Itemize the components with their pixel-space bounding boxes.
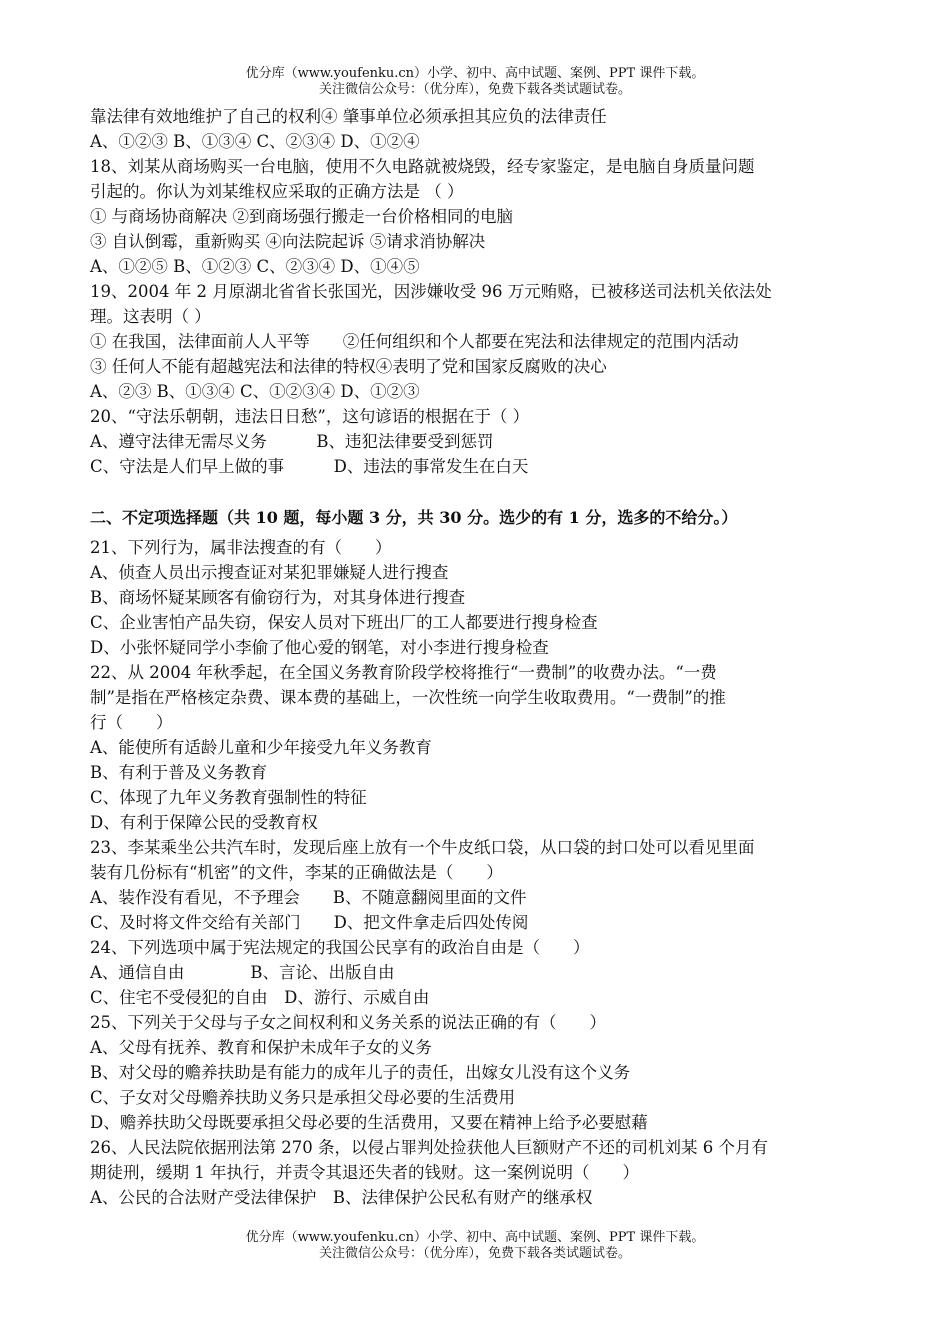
- text-line: 22、从 2004 年秋季起，在全国义务教育阶段学校将推行“一费制”的收费办法。“一费: [90, 663, 717, 682]
- text-line: A、①②③ B、①③④ C、②③④ D、①②④: [90, 132, 420, 151]
- footer-line-1: 优分库（www.youfenku.cn）小学、初中、高中试题、案例、PPT 课件下载。: [245, 1230, 705, 1245]
- text-line: B、有利于普及义务教育: [90, 763, 268, 782]
- text-line: A、父母有抚养、教育和保护未成年子女的义务: [90, 1038, 432, 1057]
- text-line: 期徒刑，缓期 1 年执行，并责令其退还失者的钱财。这一案例说明（ ）: [90, 1163, 639, 1182]
- text-line: D、小张怀疑同学小李偷了他心爱的钢笔，对小李进行搜身检查: [90, 638, 549, 657]
- text-line: 20、“守法乐朝朝，违法日日愁”，这句谚语的根据在于（ ）: [90, 407, 530, 426]
- header-line-2: 关注微信公众号：（优分库），免费下载各类试题试卷。: [318, 82, 631, 97]
- text-line: 23、李某乘坐公共汽车时，发现后座上放有一个牛皮纸口袋，从口袋的封口处可以看见里面: [90, 838, 755, 857]
- spacer: [90, 479, 870, 499]
- text-line: C、住宅不受侵犯的自由 D、游行、示威自由: [90, 988, 430, 1007]
- text-line: 理。这表明（ ）: [90, 307, 211, 326]
- text-line: A、②③ B、①③④ C、①②③④ D、①②③: [90, 382, 420, 401]
- text-line: 18、刘某从商场购买一台电脑，使用不久电路就被烧毁，经专家鉴定，是电脑自身质量问题: [90, 157, 755, 176]
- questions-part-2: [90, 535, 870, 1210]
- text-line: C、守法是人们早上做的事 D、违法的事常发生在白天: [90, 457, 529, 476]
- document-body: [90, 104, 870, 1210]
- section-title: 二、不定项选择题（共 10 题，每小题 3 分，共 30 分。选少的有 1 分，选多的不给分。）: [90, 508, 738, 527]
- text-line: 26、人民法院依据刑法第 270 条，以侵占罪判处捡获他人巨额财产不还的司机刘某 6 个月有: [90, 1138, 768, 1157]
- text-line: 引起的。你认为刘某维权应采取的正确方法是 （ ）: [90, 182, 464, 201]
- text-line: C、子女对父母赡养扶助义务只是承担父母必要的生活费用: [90, 1088, 516, 1107]
- text-line: A、遵守法律无需尽义务 B、违犯法律要受到惩罚: [90, 432, 494, 451]
- text-line: A、通信自由 B、言论、出版自由: [90, 963, 395, 982]
- text-line: 装有几份标有“机密”的文件，李某的正确做法是（ ）: [90, 863, 503, 882]
- text-line: ③ 任何人不能有超越宪法和法律的特权④表明了党和国家反腐败的决心: [90, 357, 607, 376]
- questions-part-1: [90, 104, 870, 479]
- text-line: 24、下列选项中属于宪法规定的我国公民享有的政治自由是（ ）: [90, 938, 590, 957]
- text-line: 行（ ）: [90, 713, 173, 732]
- page-footer: [0, 1230, 950, 1262]
- text-line: 25、下列关于父母与子女之间权利和义务关系的说法正确的有（ ）: [90, 1013, 606, 1032]
- text-line: ① 在我国，法律面前人人平等 ②任何组织和个人都要在宪法和法律规定的范围内活动: [90, 332, 739, 351]
- text-line: A、能使所有适龄儿童和少年接受九年义务教育: [90, 738, 432, 757]
- text-line: 靠法律有效地维护了自己的权利④ 肇事单位必须承担其应负的法律责任: [90, 107, 607, 126]
- text-line: B、对父母的赡养扶助是有能力的成年儿子的责任，出嫁女儿没有这个义务: [90, 1063, 631, 1082]
- text-line: ③ 自认倒霉，重新购买 ④向法院起诉 ⑤请求消协解决: [90, 232, 486, 251]
- text-line: C、企业害怕产品失窃，保安人员对下班出厂的工人都要进行搜身检查: [90, 613, 598, 632]
- text-line: 21、下列行为，属非法搜查的有（ ）: [90, 538, 392, 557]
- text-line: D、赡养扶助父母既要承担父母必要的生活费用，又要在精神上给予必要慰藉: [90, 1113, 648, 1132]
- header-line-1: 优分库（www.youfenku.cn）小学、初中、高中试题、案例、PPT 课件下载。: [245, 66, 705, 81]
- text-line: 19、2004 年 2 月原湖北省省长张国光，因涉嫌收受 96 万元贿赂，已被移送司法机关依法处: [90, 282, 772, 301]
- text-line: D、有利于保障公民的受教育权: [90, 813, 318, 832]
- text-line: A、侦查人员出示搜查证对某犯罪嫌疑人进行搜查: [90, 563, 449, 582]
- footer-line-2: 关注微信公众号：（优分库），免费下载各类试题试卷。: [318, 1246, 631, 1261]
- text-line: A、公民的合法财产受法律保护 B、法律保护公民私有财产的继承权: [90, 1188, 593, 1207]
- text-line: B、商场怀疑某顾客有偷窃行为，对其身体进行搜查: [90, 588, 466, 607]
- text-line: 制”是指在严格核定杂费、课本费的基础上，一次性统一向学生收取费用。“一费制”的推: [90, 688, 726, 707]
- text-line: A、①②⑤ B、①②③ C、②③④ D、①④⑤: [90, 257, 420, 276]
- text-line: C、及时将文件交给有关部门 D、把文件拿走后四处传阅: [90, 913, 529, 932]
- text-line: A、装作没有看见，不予理会 B、不随意翻阅里面的文件: [90, 888, 527, 907]
- text-line: ① 与商场协商解决 ②到商场强行搬走一台价格相同的电脑: [90, 207, 513, 226]
- page-header: [0, 66, 950, 98]
- text-line: C、体现了九年义务教育强制性的特征: [90, 788, 367, 807]
